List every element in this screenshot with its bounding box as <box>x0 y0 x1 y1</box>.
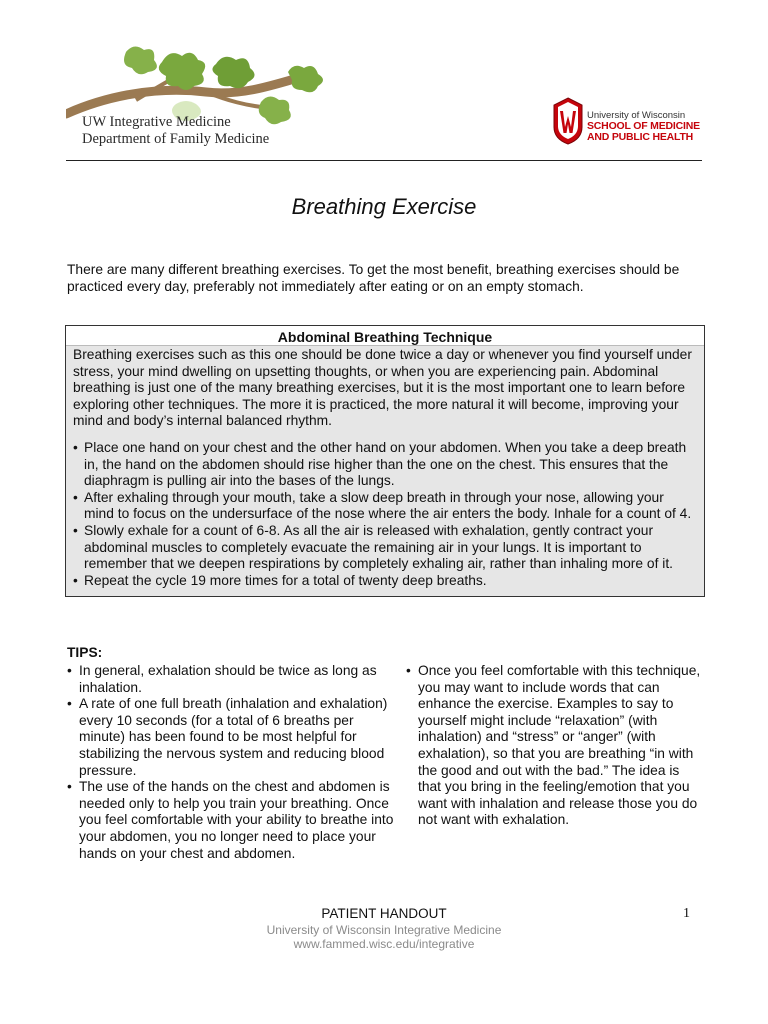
logo-line-1: UW Integrative Medicine <box>82 114 231 130</box>
tip-item: • The use of the hands on the chest and abdomen is needed only to help you train your breathing. Once you feel comfortable with your ability to breathe into your abdomen, you no longer need to place your hands on your chest and abdomen. <box>67 779 397 862</box>
uw-integrative-medicine-logo <box>66 42 346 152</box>
uw-smph-logo <box>553 97 700 149</box>
uw-crest-icon <box>553 97 583 145</box>
step-item: • After exhaling through your mouth, take a slow deep breath in through your nose, allowing your mind to focus on the undersurface of the nose where the air enters the body. Inhale for a count of 4. <box>73 490 697 523</box>
tips-heading: TIPS: <box>67 645 103 660</box>
tip-item: • Once you feel comfortable with this technique, you may want to include words that can enhance the exercise. Examples to say to yourself might include “relaxation” (with inhalation) and “stress” or “anger” (with exhalation), so that you are breathing “in with the good and out with the bad.” The idea is that you bring in the feeling/emotion that you want with inhalation and release those you do not want with exhalation. <box>406 663 706 829</box>
uw-line-2: SCHOOL OF MEDICINE <box>587 120 700 132</box>
step-item: • Repeat the cycle 19 more times for a total of twenty deep breaths. <box>73 573 697 590</box>
uw-smph-text <box>587 110 700 143</box>
uw-line-1: University of Wisconsin <box>587 110 686 121</box>
tips-right-column <box>406 663 706 829</box>
technique-body <box>66 346 704 589</box>
step-item: • Place one hand on your chest and the other hand on your abdomen. When you take a deep breath in, the hand on the abdomen should rise higher than the one on the chest. This ensures that the diaphragm is pulling air into the bases of the lungs. <box>73 440 697 490</box>
technique-box <box>65 325 705 597</box>
footer-url[interactable]: www.fammed.wisc.edu/integrative <box>293 937 475 951</box>
technique-heading: Abdominal Breathing Technique <box>66 326 704 346</box>
technique-paragraph: Breathing exercises such as this one should be done twice a day or whenever you find yourself under stress, your mind dwelling on upsetting thoughts, or when you are experiencing pain. Abdominal breathing is just one of the many breathing exercises, but it is the most important one to learn before exploring other techniques. The more it is practiced, the more natural it will become, improving your mind and body’s internal balanced rhythm. <box>73 347 692 429</box>
technique-steps <box>73 440 697 589</box>
intro-paragraph: There are many different breathing exercises. To get the most benefit, breathing exercises should be practiced every day, preferably not immediately after eating or on an empty stomach. <box>67 262 680 294</box>
footer-label: PATIENT HANDOUT <box>321 906 447 921</box>
page-title: Breathing Exercise <box>291 194 477 219</box>
document-header <box>0 0 768 165</box>
uw-line-3: AND PUBLIC HEALTH <box>587 131 694 143</box>
page-number: 1 <box>683 906 690 921</box>
tip-item: • A rate of one full breath (inhalation and exhalation) every 10 seconds (for a total of 6 breaths per minute) has been found to be most helpful for stabilizing the nervous system and reducing blood pressure. <box>67 696 397 779</box>
tips-left-column <box>67 663 397 862</box>
left-logo-text <box>82 114 269 148</box>
step-item: • Slowly exhale for a count of 6-8. As all the air is released with exhalation, gently contract your abdominal muscles to completely evacuate the remaining air in your lungs. It is important to remember that we deepen respirations by completely exhaling air, rather than inhaling more of it. <box>73 523 697 573</box>
tip-item: • In general, exhalation should be twice as long as inhalation. <box>67 663 397 696</box>
footer-org: University of Wisconsin Integrative Medicine <box>266 923 502 937</box>
header-divider <box>66 160 702 161</box>
logo-line-2: Department of Family Medicine <box>82 131 270 147</box>
